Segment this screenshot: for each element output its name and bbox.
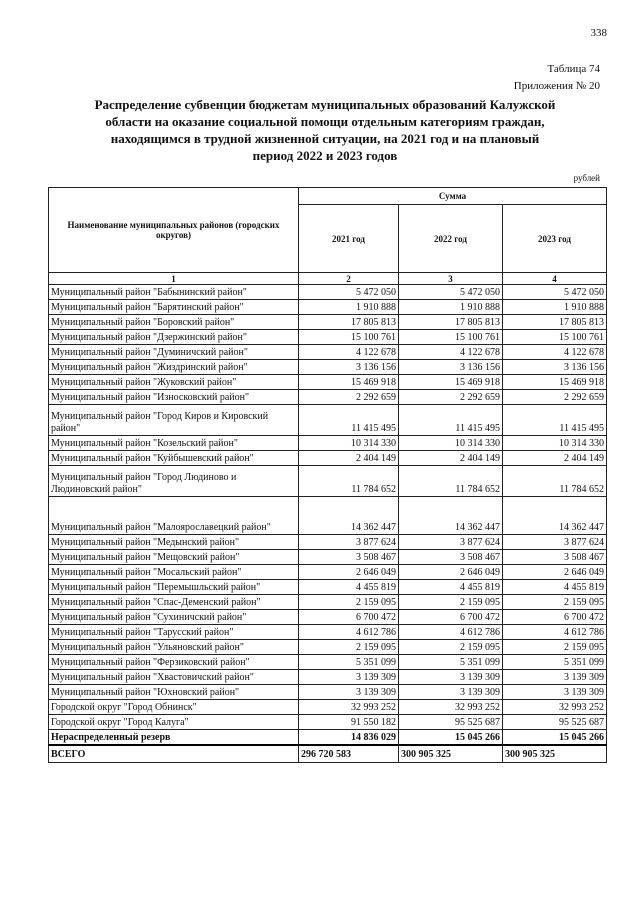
value-2023: 3 139 309 (503, 670, 607, 685)
value-2023: 17 805 813 (503, 315, 607, 330)
value-2023: 15 045 266 (503, 730, 607, 746)
table-row (49, 405, 607, 436)
value-2021: 4 612 786 (299, 625, 399, 640)
table-row (49, 375, 607, 390)
header-2023: 2023 год (503, 205, 607, 273)
value-2021: 2 292 659 (299, 390, 399, 405)
table-row (49, 436, 607, 451)
value-2021: 3 508 467 (299, 550, 399, 565)
value-2021: 5 351 099 (299, 655, 399, 670)
value-2022: 1 910 888 (399, 300, 503, 315)
value-2022: 3 877 624 (399, 535, 503, 550)
table-row (49, 550, 607, 565)
total-2021: 296 720 583 (299, 745, 399, 763)
value-2022: 95 525 687 (399, 715, 503, 730)
value-2021: 2 404 149 (299, 451, 399, 466)
value-2021: 10 314 330 (299, 436, 399, 451)
table-row (49, 330, 607, 345)
row-name: Муниципальный район "Перемышльский район" (49, 580, 299, 595)
value-2022: 5 472 050 (399, 285, 503, 300)
row-name: Муниципальный район "Козельский район" (49, 436, 299, 451)
value-2023: 5 351 099 (503, 655, 607, 670)
value-2021: 5 472 050 (299, 285, 399, 300)
value-2023: 3 139 309 (503, 685, 607, 700)
row-name: Муниципальный район "Жиздринский район" (49, 360, 299, 375)
value-2023: 11 415 495 (503, 405, 607, 436)
table-row (49, 390, 607, 405)
value-2022: 3 136 156 (399, 360, 503, 375)
column-number: 3 (399, 273, 503, 285)
value-2022: 2 159 095 (399, 640, 503, 655)
value-2021: 17 805 813 (299, 315, 399, 330)
page-number: 338 (590, 27, 607, 39)
value-2022: 4 122 678 (399, 345, 503, 360)
value-2022: 10 314 330 (399, 436, 503, 451)
header-sum: Сумма (299, 188, 607, 205)
total-2023: 300 905 325 (503, 745, 607, 763)
value-2023: 4 122 678 (503, 345, 607, 360)
value-2022: 17 805 813 (399, 315, 503, 330)
row-name: Муниципальный район "Ферзиковский район" (49, 655, 299, 670)
value-2021: 2 159 095 (299, 595, 399, 610)
value-2023: 11 784 652 (503, 466, 607, 497)
value-2021: 3 139 309 (299, 685, 399, 700)
value-2023: 3 877 624 (503, 535, 607, 550)
value-2022: 2 646 049 (399, 565, 503, 580)
value-2022: 6 700 472 (399, 610, 503, 625)
total-2022: 300 905 325 (399, 745, 503, 763)
table-row (49, 685, 607, 700)
value-2022: 2 292 659 (399, 390, 503, 405)
value-2021: 15 469 918 (299, 375, 399, 390)
total-row (49, 745, 607, 763)
table-row (49, 300, 607, 315)
row-name: Муниципальный район "Боровский район" (49, 315, 299, 330)
table-label: Таблица 74 (547, 63, 600, 75)
table-row (49, 715, 607, 730)
value-2022: 4 455 819 (399, 580, 503, 595)
row-name: Муниципальный район "Думиничский район" (49, 345, 299, 360)
table-row (49, 466, 607, 497)
value-2023: 95 525 687 (503, 715, 607, 730)
column-number: 2 (299, 273, 399, 285)
value-2023: 15 469 918 (503, 375, 607, 390)
value-2023: 2 159 095 (503, 595, 607, 610)
value-2022: 14 362 447 (399, 497, 503, 535)
value-2023: 5 472 050 (503, 285, 607, 300)
appendix-label: Приложения № 20 (513, 80, 600, 92)
table-row (49, 625, 607, 640)
table-row (49, 565, 607, 580)
value-2021: 2 646 049 (299, 565, 399, 580)
row-name: Нераспределенный резерв (49, 730, 299, 746)
value-2022: 2 404 149 (399, 451, 503, 466)
row-name: Муниципальный район "Хвастовичский район" (49, 670, 299, 685)
row-name: Муниципальный район "Спас-Деменский район" (49, 595, 299, 610)
value-2021: 32 993 252 (299, 700, 399, 715)
value-2022: 3 139 309 (399, 685, 503, 700)
row-name: Муниципальный район "Куйбышевский район" (49, 451, 299, 466)
header-2022: 2022 год (399, 205, 503, 273)
value-2022: 15 045 266 (399, 730, 503, 746)
value-2021: 91 550 182 (299, 715, 399, 730)
value-2022: 4 612 786 (399, 625, 503, 640)
value-2021: 15 100 761 (299, 330, 399, 345)
value-2023: 15 100 761 (503, 330, 607, 345)
value-2021: 6 700 472 (299, 610, 399, 625)
row-name: Городской округ "Город Обнинск" (49, 700, 299, 715)
value-2022: 5 351 099 (399, 655, 503, 670)
table-row (49, 610, 607, 625)
value-2021: 2 159 095 (299, 640, 399, 655)
value-2021: 4 455 819 (299, 580, 399, 595)
value-2023: 32 993 252 (503, 700, 607, 715)
value-2023: 1 910 888 (503, 300, 607, 315)
subvention-table (48, 187, 607, 763)
column-number: 1 (49, 273, 299, 285)
value-2023: 14 362 447 (503, 497, 607, 535)
header-2021: 2021 год (299, 205, 399, 273)
value-2021: 11 784 652 (299, 466, 399, 497)
row-name: Городской округ "Город Калуга" (49, 715, 299, 730)
value-2023: 2 646 049 (503, 565, 607, 580)
value-2021: 4 122 678 (299, 345, 399, 360)
value-2022: 32 993 252 (399, 700, 503, 715)
row-name: Муниципальный район "Город Людиново и Людиновский район" (49, 466, 299, 497)
value-2021: 3 877 624 (299, 535, 399, 550)
value-2021: 3 139 309 (299, 670, 399, 685)
value-2023: 2 292 659 (503, 390, 607, 405)
table-row (49, 315, 607, 330)
value-2023: 4 455 819 (503, 580, 607, 595)
total-label: ВСЕГО (49, 745, 299, 763)
value-2022: 3 139 309 (399, 670, 503, 685)
row-name: Муниципальный район "Ульяновский район" (49, 640, 299, 655)
row-name: Муниципальный район "Малоярославецкий район" (49, 497, 299, 535)
table-row (49, 595, 607, 610)
value-2022: 15 100 761 (399, 330, 503, 345)
document-title: Распределение субвенции бюджетам муниципальных образований Калужской области на оказание социальной помощи отдельным категориям граждан, находящимся в трудной жизненной ситуации, на 2021 год и на плановый период 2022 и 2023 годов (94, 97, 556, 163)
row-name: Муниципальный район "Медынский район" (49, 535, 299, 550)
value-2023: 2 404 149 (503, 451, 607, 466)
row-name: Муниципальный район "Мещовский район" (49, 550, 299, 565)
units-label: рублей (573, 173, 600, 183)
row-name: Муниципальный район "Юхновский район" (49, 685, 299, 700)
table-row (49, 535, 607, 550)
row-name: Муниципальный район "Бабынинский район" (49, 285, 299, 300)
row-name: Муниципальный район "Тарусский район" (49, 625, 299, 640)
value-2022: 15 469 918 (399, 375, 503, 390)
table-row (49, 497, 607, 535)
table-row (49, 700, 607, 715)
table-row (49, 580, 607, 595)
value-2021: 11 415 495 (299, 405, 399, 436)
value-2021: 3 136 156 (299, 360, 399, 375)
row-name: Муниципальный район "Жуковский район" (49, 375, 299, 390)
value-2022: 3 508 467 (399, 550, 503, 565)
value-2021: 14 362 447 (299, 497, 399, 535)
value-2021: 1 910 888 (299, 300, 399, 315)
table-row (49, 640, 607, 655)
row-name: Муниципальный район "Дзержинский район" (49, 330, 299, 345)
value-2022: 11 784 652 (399, 466, 503, 497)
row-name: Муниципальный район "Сухиничский район" (49, 610, 299, 625)
value-2022: 11 415 495 (399, 405, 503, 436)
table-row (49, 670, 607, 685)
row-name: Муниципальный район "Износковский район" (49, 390, 299, 405)
value-2023: 3 508 467 (503, 550, 607, 565)
table-row (49, 345, 607, 360)
table-row (49, 730, 607, 746)
row-name: Муниципальный район "Мосальский район" (49, 565, 299, 580)
value-2023: 2 159 095 (503, 640, 607, 655)
table-row (49, 360, 607, 375)
value-2023: 4 612 786 (503, 625, 607, 640)
column-number: 4 (503, 273, 607, 285)
value-2022: 2 159 095 (399, 595, 503, 610)
row-name: Муниципальный район "Город Киров и Кировский район" (49, 405, 299, 436)
value-2021: 14 836 029 (299, 730, 399, 746)
row-name: Муниципальный район "Барятинский район" (49, 300, 299, 315)
table-row (49, 451, 607, 466)
table-body (49, 285, 607, 746)
value-2023: 6 700 472 (503, 610, 607, 625)
value-2023: 10 314 330 (503, 436, 607, 451)
header-name: Наименование муниципальных районов (городских округов) (49, 188, 299, 273)
table-row (49, 285, 607, 300)
value-2023: 3 136 156 (503, 360, 607, 375)
table-row (49, 655, 607, 670)
